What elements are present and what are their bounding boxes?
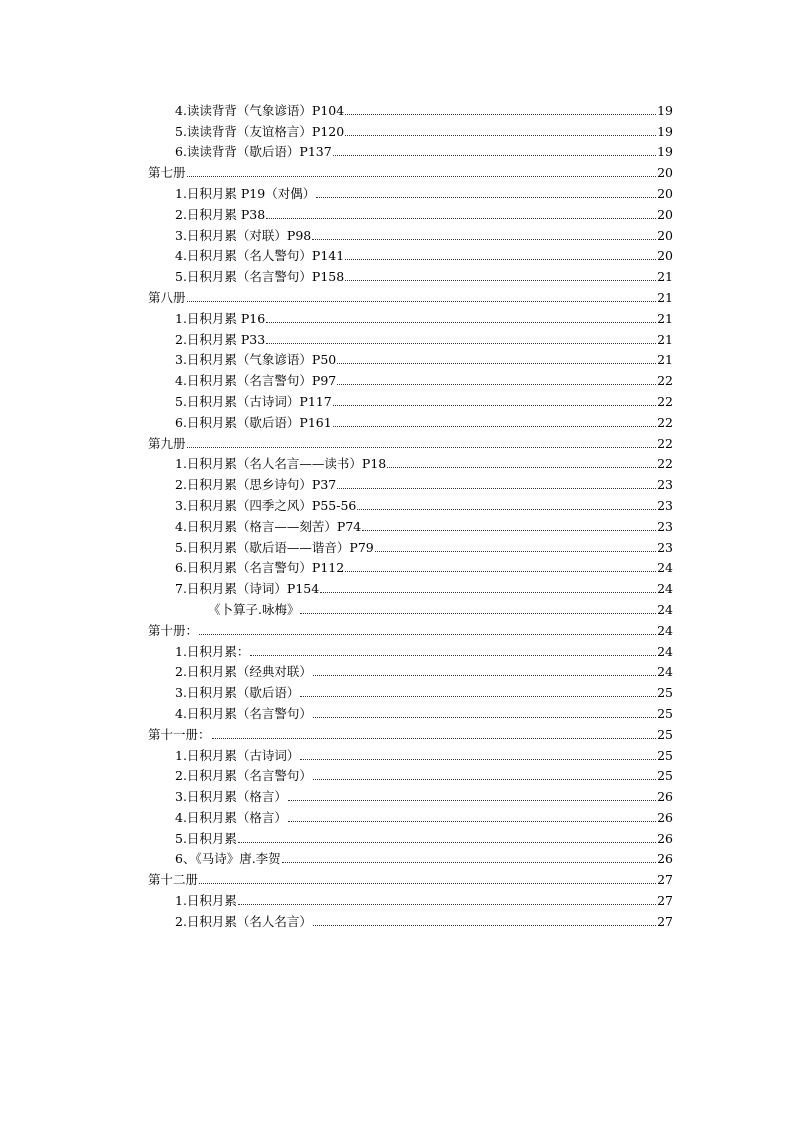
dot-leader [300,696,656,697]
toc-page-number: 19 [657,144,673,160]
dot-leader [387,467,656,468]
dot-leader [187,176,657,177]
toc-entry-row[interactable] [148,409,673,430]
toc-entry-label: 第十一册： [148,726,211,742]
toc-page-number: 24 [657,560,673,576]
toc-entry-row[interactable] [148,243,673,264]
toc-section-row[interactable] [148,284,673,305]
dot-leader [345,135,656,136]
toc-page-number: 24 [657,622,673,638]
toc-page-number: 22 [657,456,673,472]
toc-page-number: 26 [657,809,673,825]
toc-page-number: 22 [657,435,673,451]
toc-entry-label: 7.日积月累（诗词）P154 [175,581,320,597]
toc-page-number: 20 [657,165,673,181]
toc-page-number: 21 [657,331,673,347]
toc-entry-label: 5.日积月累（歇后语——谐音）P79 [175,539,374,555]
toc-entry-row[interactable] [148,97,673,118]
toc-entry-row[interactable] [148,513,673,534]
dot-leader [199,634,656,635]
toc-section-row[interactable] [148,159,673,180]
toc-entry-label: 2.日积月累（名言警句） [175,768,312,784]
toc-entry-label: 1.日积月累： [175,643,250,659]
toc-entry-label: 5.日积月累（名言警句）P158 [175,269,345,285]
toc-entry-label: 2.日积月累（思乡诗句）P37 [175,477,337,493]
toc-entry-row[interactable] [148,118,673,139]
toc-entry-label: 1.日积月累 P19（对偶） [175,185,316,201]
dot-leader [266,322,656,323]
dot-leader [300,613,656,614]
toc-entry-row[interactable] [148,492,673,513]
toc-page-number: 24 [657,601,673,617]
dot-leader [337,384,656,385]
dot-leader [362,530,656,531]
toc-page-number: 21 [657,289,673,305]
toc-entry-label: 《卜算子.咏梅》 [208,601,300,617]
dot-leader [345,259,656,260]
dot-leader [212,738,657,739]
toc-entry-label: 4.日积月累（名言警句） [175,705,312,721]
dot-leader [282,862,656,863]
dot-leader [266,343,656,344]
toc-entry-row[interactable] [148,825,673,846]
toc-entry-label: 第七册 [148,165,186,181]
toc-entry-label: 2.日积月累（名人名言） [175,913,312,929]
toc-entry-label: 第十二册 [148,872,199,888]
toc-page-number: 25 [657,726,673,742]
toc-entry-row[interactable] [148,388,673,409]
toc-section-row[interactable] [148,617,673,638]
dot-leader [345,571,656,572]
toc-entry-label: 第十册： [148,622,199,638]
toc-page-number: 27 [657,893,673,909]
toc-page-number: 24 [657,581,673,597]
toc-page-number: 23 [657,539,673,555]
dot-leader [333,155,656,156]
toc-entry-row[interactable] [148,575,673,596]
dot-leader [238,842,656,843]
toc-entry-label: 4.读读背背（气象谚语）P104 [175,102,345,118]
toc-page-number: 25 [657,768,673,784]
toc-entry-row[interactable] [148,783,673,804]
toc-entry-label: 3.日积月累（对联）P98 [175,227,312,243]
toc-entry-label: 1.日积月累（名人名言——读书）P18 [175,456,387,472]
toc-entry-row[interactable] [148,742,673,763]
dot-leader [357,509,656,510]
toc-entry-row[interactable] [148,846,673,867]
toc-entry-label: 第八册 [148,289,186,305]
toc-page-number: 22 [657,393,673,409]
toc-entry-label: 6.日积月累（名言警句）P112 [175,560,345,576]
toc-entry-row[interactable] [148,555,673,576]
toc-entry-row[interactable] [148,887,673,908]
toc-page-number: 25 [657,685,673,701]
toc-entry-row[interactable] [148,679,673,700]
toc-page-number: 25 [657,705,673,721]
dot-leader [313,779,656,780]
toc-entry-label: 第九册 [148,435,186,451]
toc-entry-row[interactable] [148,908,673,929]
toc-entry-row[interactable] [148,367,673,388]
toc-entry-label: 4.日积月累（格言——刻苦）P74 [175,518,362,534]
toc-entry-row[interactable] [148,638,673,659]
toc-page-number: 23 [657,497,673,513]
dot-leader [320,592,656,593]
dot-leader [313,717,656,718]
toc-entry-label: 5.读读背背（友谊格言）P120 [175,123,345,139]
toc-page-number: 27 [657,872,673,888]
toc-page-number: 19 [657,123,673,139]
toc-entry-label: 2.日积月累（经典对联） [175,664,312,680]
toc-entry-label: 6、《马诗》唐.李贺 [175,851,281,867]
toc-section-row[interactable] [148,430,673,451]
toc-entry-label: 3.日积月累（格言） [175,789,287,805]
dot-leader [312,239,656,240]
toc-entry-label: 6.日积月累（歇后语）P161 [175,414,332,430]
dot-leader [250,655,656,656]
toc-section-row[interactable] [148,721,673,742]
toc-page-number: 23 [657,518,673,534]
toc-entry-label: 1.日积月累 P16 [175,310,266,326]
toc-entry-label: 4.日积月累（名人警句）P141 [175,248,345,264]
dot-leader [187,447,657,448]
toc-entry-row[interactable] [148,139,673,160]
toc-entry-label: 1.日积月累（古诗词） [175,747,300,763]
toc-entry-label: 5.日积月累 [175,830,237,846]
toc-entry-row[interactable] [148,596,673,617]
toc-page-number: 20 [657,227,673,243]
dot-leader [187,301,657,302]
toc-entry-label: 5.日积月累（古诗词）P117 [175,393,332,409]
toc-entry-row[interactable] [148,659,673,680]
toc-page-number: 22 [657,373,673,389]
toc-entry-label: 2.日积月累 P33 [175,331,266,347]
toc-page-number: 26 [657,830,673,846]
toc-entry-label: 3.日积月累（气象谚语）P50 [175,352,337,368]
dot-leader [313,925,656,926]
toc-page-number: 21 [657,310,673,326]
toc-entry-row[interactable] [148,804,673,825]
toc-entry-label: 4.日积月累（名言警句）P97 [175,373,337,389]
toc-entry-label: 3.日积月累（歇后语） [175,685,300,701]
toc-entry-row[interactable] [148,347,673,368]
dot-leader [266,218,656,219]
toc-entry-row[interactable] [148,305,673,326]
toc-entry-row[interactable] [148,451,673,472]
dot-leader [300,759,656,760]
toc-page-number: 22 [657,414,673,430]
dot-leader [238,904,656,905]
dot-leader [316,197,656,198]
dot-leader [288,800,656,801]
toc-entry-row[interactable] [148,222,673,243]
toc-page-number: 26 [657,789,673,805]
toc-page-number: 24 [657,643,673,659]
dot-leader [333,405,656,406]
toc-entry-label: 2.日积月累 P38 [175,206,266,222]
toc-page-number: 19 [657,102,673,118]
dot-leader [288,821,656,822]
toc-entry-row[interactable] [148,263,673,284]
toc-page-number: 23 [657,477,673,493]
toc-entry-row[interactable] [148,763,673,784]
toc-entry-row[interactable] [148,534,673,555]
toc-entry-row[interactable] [148,326,673,347]
toc-page-number: 25 [657,747,673,763]
dot-leader [337,488,656,489]
toc-entry-row[interactable] [148,700,673,721]
toc-section-row[interactable] [148,866,673,887]
toc-page-number: 20 [657,248,673,264]
toc-entry-row[interactable] [148,180,673,201]
toc-page-number: 27 [657,913,673,929]
toc-entry-label: 1.日积月累 [175,893,237,909]
dot-leader [199,883,656,884]
toc-entry-row[interactable] [148,471,673,492]
toc-entry-label: 6.读读背背（歇后语）P137 [175,144,332,160]
toc-page-number: 21 [657,352,673,368]
dot-leader [375,551,656,552]
toc-page-number: 26 [657,851,673,867]
dot-leader [337,363,656,364]
toc-entry-row[interactable] [148,201,673,222]
dot-leader [345,280,656,281]
toc-entry-label: 4.日积月累（格言） [175,809,287,825]
dot-leader [333,426,656,427]
table-of-contents [148,97,673,929]
toc-page-number: 24 [657,664,673,680]
dot-leader [313,675,656,676]
dot-leader [345,114,656,115]
toc-page-number: 20 [657,206,673,222]
toc-entry-label: 3.日积月累（四季之风）P55-56 [175,497,357,513]
toc-page-number: 21 [657,269,673,285]
toc-page-number: 20 [657,185,673,201]
